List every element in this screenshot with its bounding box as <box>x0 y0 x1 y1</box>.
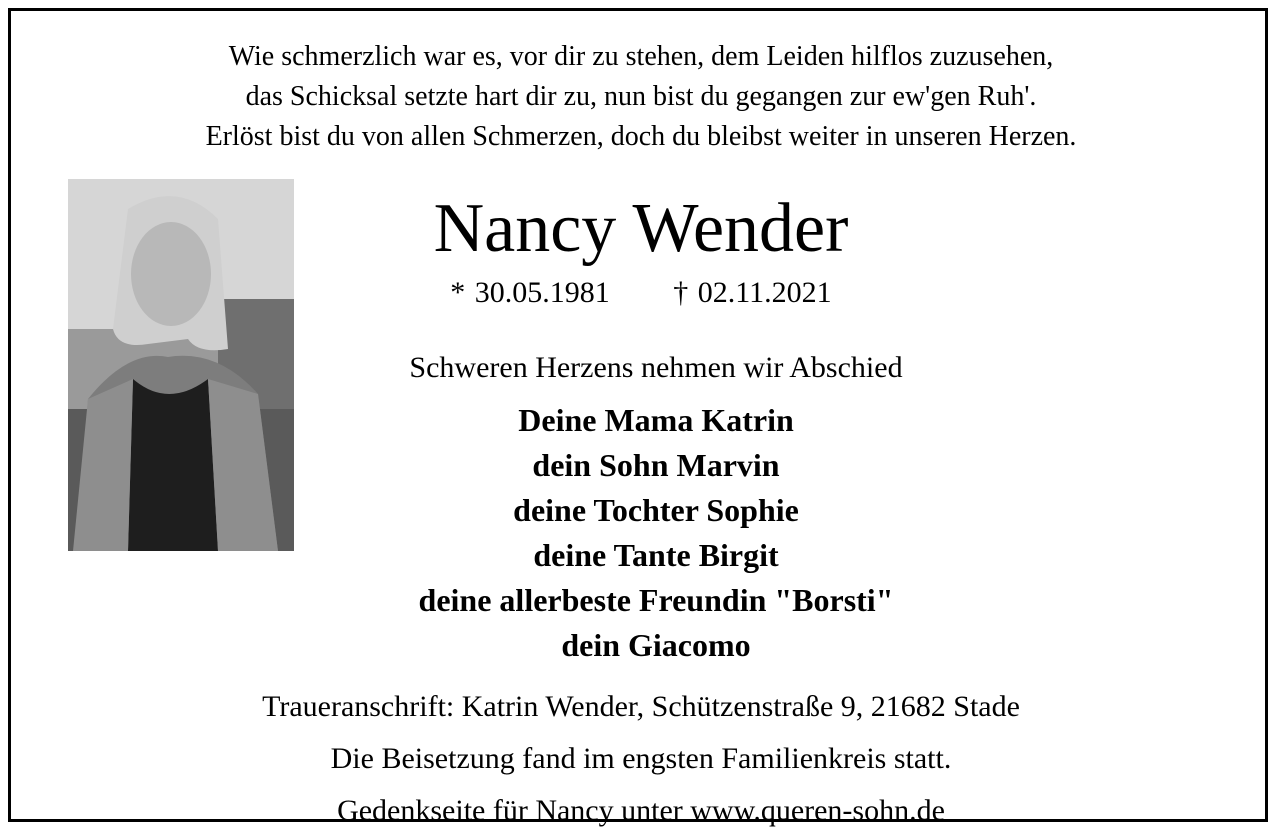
mourning-address: Traueranschrift: Katrin Wender, Schützenstraße 9, 21682 Stade <box>262 690 1020 723</box>
poem-line-1: Wie schmerzlich war es, vor dir zu stehen, dem Leiden hilflos zuzusehen, <box>228 41 1054 72</box>
deceased-name: Nancy Wender <box>433 190 849 267</box>
memorial-page-note: Gedenkseite für Nancy unter www.queren-sohn.de <box>337 794 945 827</box>
mourner-item: deine allerbeste Freundin "Borsti" <box>418 582 894 618</box>
poem-line-2: das Schicksal setzte hart dir zu, nun bist du gegangen zur ew'gen Ruh'. <box>245 81 1037 112</box>
burial-note: Die Beisetzung fand im engsten Familienkreis statt. <box>330 742 952 775</box>
mourner-item: dein Giacomo <box>561 627 751 663</box>
death-date: † 02.11.2021 <box>673 276 832 309</box>
portrait-photo-icon <box>68 179 294 551</box>
life-dates <box>351 273 931 313</box>
footer-info <box>11 681 1271 837</box>
memorial-poem <box>11 37 1271 157</box>
birth-date: * 30.05.1981 <box>450 276 610 309</box>
farewell-text: Schweren Herzens nehmen wir Abschied <box>409 351 903 384</box>
mourner-item: Deine Mama Katrin <box>518 402 794 438</box>
mourner-item: deine Tochter Sophie <box>513 492 799 528</box>
mourners-list <box>311 398 1001 668</box>
poem-line-3: Erlöst bist du von allen Schmerzen, doch du bleibst weiter in unseren Herzen. <box>205 121 1077 152</box>
obituary-notice <box>8 8 1268 827</box>
mourner-item: deine Tante Birgit <box>533 537 779 573</box>
mourner-item: dein Sohn Marvin <box>532 447 780 483</box>
